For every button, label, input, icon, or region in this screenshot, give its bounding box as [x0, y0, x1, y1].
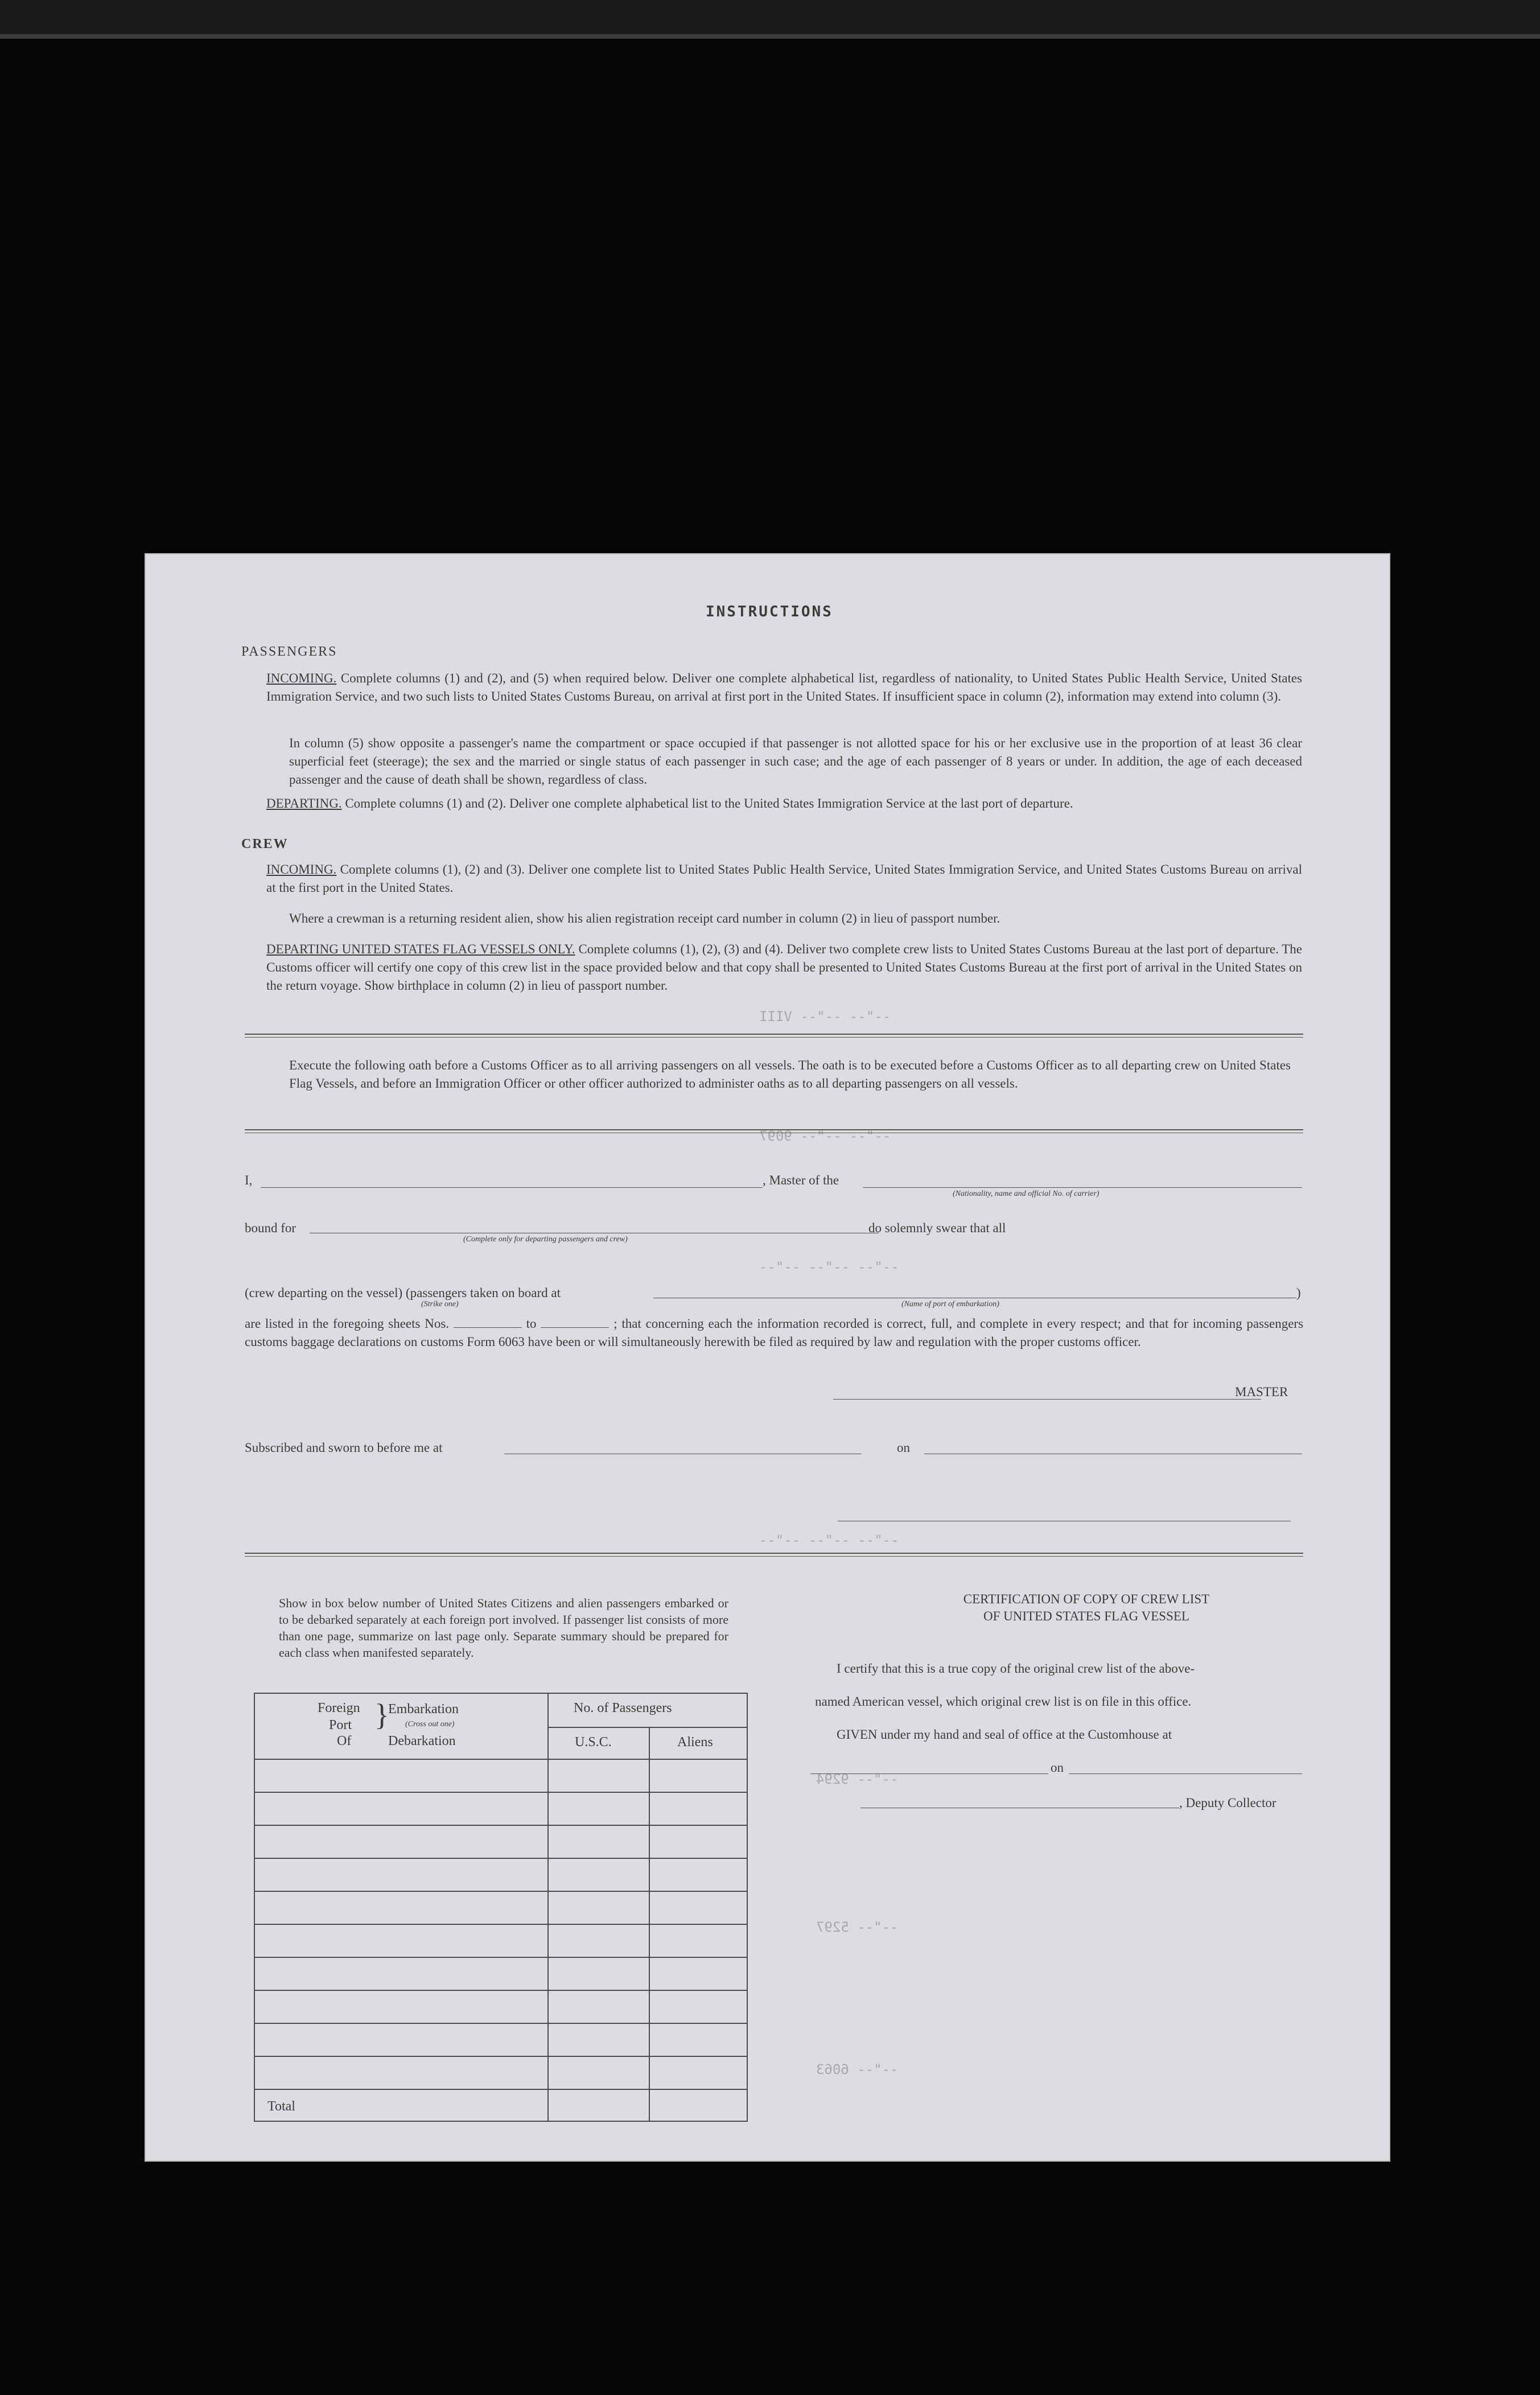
passengers-incoming: [266, 669, 1302, 706]
crew-resident: Where a crewman is a returning resident alien, show his alien registration receipt card number in column (2) in lieu of passport number.: [289, 911, 1000, 925]
cert-place-line[interactable]: [810, 1773, 1048, 1774]
crew-incoming-text: Complete columns (1), (2) and (3). Deliver one complete list to United States Public Health Service, United States Immigration Service, and United States Customs Bureau on arrival at the first port in the United States.: [266, 862, 1303, 895]
bound-for-label: bound for: [245, 1221, 297, 1235]
crew-departing: [266, 940, 1302, 995]
cross-out-note: (Cross out one): [405, 1720, 455, 1729]
brace-glyph: }: [374, 1698, 389, 1732]
scanner-edge-line: [0, 34, 1540, 39]
subscribed-label: Subscribed and sworn to before me at: [245, 1441, 443, 1455]
close-paren: ): [1296, 1286, 1301, 1300]
passenger-summary-table: [254, 1693, 748, 2122]
cert-on-label: on: [1051, 1760, 1064, 1775]
form-page: [145, 553, 1390, 2162]
section-divider: [245, 1037, 1303, 1038]
master-signature-line[interactable]: [833, 1399, 1261, 1400]
embarkation-label: Embarkation: [388, 1702, 459, 1717]
bleed-through: --"-- 9294: [816, 1771, 899, 1787]
incoming-text: Complete columns (1) and (2), and (5) when required below. Deliver one complete alphabetical list, regardless of nationality, to United States Public Health Service, United States Immigration Service, and two such lists to United States Customs Bureau, on arrival at first port in the United States. If insufficient space in column (2), information may extend into column (3).: [266, 671, 1303, 703]
oath-divider: [245, 1129, 1303, 1130]
instructions-heading: INSTRUCTIONS: [706, 603, 833, 620]
bleed-through: --"-- --"-- --"--: [759, 1259, 899, 1275]
passengers-departing: [266, 795, 1302, 813]
master-of-label: , Master of the: [763, 1173, 839, 1187]
subscribed-on-label: on: [897, 1441, 910, 1455]
bleed-through: --"-- --"-- VIII: [759, 1009, 891, 1024]
oath-intro: Execute the following oath before a Customs Officer as to all arriving passengers on all vessels. The oath is to be executed before a Customs Officer as to all departing crew on United States Flag Vessels, and before an Immigration Officer or other officer authorized to administer oaths as to all departing passengers on all vessels.: [289, 1058, 1291, 1090]
strike-note: (Strike one): [421, 1300, 459, 1308]
master-name-line[interactable]: [261, 1187, 763, 1188]
crew-departing-text: Complete columns (1), (2), (3) and (4). Deliver two complete crew lists to United States Customs Bureau at the last port of departure. The Customs officer will certify one copy of this crew list in the space provided below and that copy shall be presented to United States Customs Bureau at the first port of arrival in the United States on the return voyage. Show birthplace in column (2) in lieu of passport number.: [266, 942, 1303, 993]
port-label: Port: [329, 1718, 352, 1733]
sheets-b: ; that concerning each the information recorded is correct, full, and complete in every respect; and that for incoming passengers customs baggage declarations on customs Form 6063 have been or will simultaneously herewith be filed as required by law and regulation with the proper customs officer.: [245, 1316, 1304, 1349]
crew-incoming: [266, 861, 1302, 897]
section-divider: [245, 1034, 1303, 1035]
crew-departing-oath: (crew departing on the vessel) (passengers taken on board at: [245, 1286, 561, 1300]
foreign-label: Foreign: [318, 1701, 360, 1715]
i-label: I,: [245, 1173, 253, 1187]
aliens-header: Aliens: [677, 1735, 713, 1750]
crew-departing-label: DEPARTING UNITED STATES FLAG VESSELS ONLY.: [266, 942, 575, 956]
bleed-through: --"-- 6063: [816, 2061, 899, 2077]
sheets-from-field[interactable]: [454, 1327, 522, 1328]
departing-label: DEPARTING.: [266, 796, 342, 810]
bleed-through: --"-- --"-- 9097: [759, 1128, 891, 1144]
total-label: Total: [267, 2099, 295, 2114]
cert-line-2: named American vessel, which original crew list is on file in this office.: [815, 1694, 1192, 1709]
crew-incoming-label: INCOMING.: [266, 862, 337, 876]
cert-date-line[interactable]: [1069, 1773, 1302, 1774]
oath-end-divider: [245, 1553, 1303, 1554]
swear-text: do solemnly swear that all: [868, 1221, 1006, 1235]
master-label: MASTER: [1235, 1385, 1288, 1399]
scanner-edge: [0, 0, 1540, 34]
summary-instructions: Show in box below number of United States Citizens and alien passengers embarked or to be debarked separately at each foreign port involved. If passenger list consists of more than one page, summarize on last page only. Separate summary should be prepared for each class when manifested separately.: [279, 1596, 728, 1660]
oath-end-divider: [245, 1556, 1303, 1557]
deputy-collector-label: , Deputy Collector: [1179, 1796, 1277, 1810]
usc-header: U.S.C.: [575, 1735, 612, 1750]
cert-line-3: GIVEN under my hand and seal of office at the Customhouse at: [837, 1727, 1172, 1742]
cert-line-1: I certify that this is a true copy of the original crew list of the above-: [837, 1661, 1195, 1676]
debarkation-label: Debarkation: [388, 1734, 456, 1748]
carrier-line[interactable]: [863, 1187, 1302, 1188]
incoming-label: INCOMING.: [266, 671, 337, 685]
complete-note: (Complete only for departing passengers and crew): [463, 1235, 628, 1244]
bleed-through: --"-- --"-- --"--: [759, 1532, 899, 1548]
cert-title-2: OF UNITED STATES FLAG VESSEL: [983, 1609, 1189, 1623]
passengers-heading: PASSENGERS: [241, 644, 337, 659]
sheets-to-field[interactable]: [541, 1327, 609, 1328]
of-label: Of: [337, 1734, 352, 1748]
sheets-to: to: [526, 1316, 537, 1331]
bleed-through: --"-- 5297: [816, 1919, 899, 1935]
cert-title-1: CERTIFICATION OF COPY OF CREW LIST: [963, 1592, 1210, 1606]
passengers-column5: In column (5) show opposite a passenger's name the compartment or space occupied if that passenger is not allotted space for his or her exclusive use in the proportion of at least 36 clear superficial feet (steerage); the sex and the married or single status of each passenger in such case; and the age of each passenger of 8 years or under. In addition, the age of each deceased passenger and the cause of death shall be shown, regardless of class.: [289, 736, 1302, 787]
port-note: (Name of port of embarkation): [901, 1300, 999, 1308]
nationality-note: (Nationality, name and official No. of carrier): [953, 1190, 1100, 1198]
crew-heading: CREW: [241, 837, 289, 851]
no-passengers-header: No. of Passengers: [574, 1701, 672, 1715]
sheets-statement: [245, 1315, 1303, 1351]
departing-text: Complete columns (1) and (2). Deliver one complete alphabetical list to the United States Immigration Service at the last port of departure.: [345, 796, 1073, 810]
sheets-a: are listed in the foregoing sheets Nos.: [245, 1316, 450, 1331]
